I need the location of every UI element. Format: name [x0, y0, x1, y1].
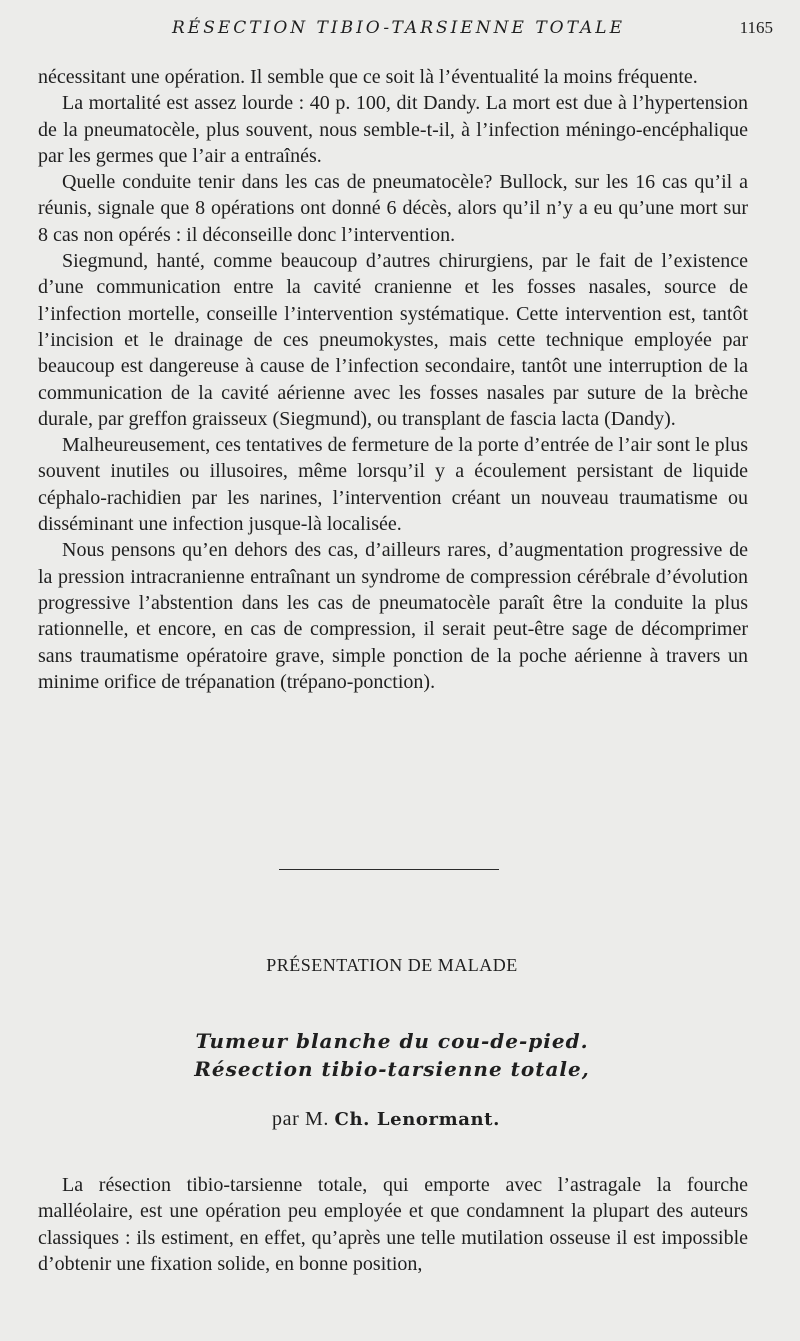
page-number: 1165	[739, 18, 773, 37]
running-title: RÉSECTION TIBIO-TARSIENNE TOTALE	[172, 18, 625, 38]
paragraph-siegmund: Siegmund, hanté, comme beaucoup d’autres chirurgiens, par le fait de l’existence d’une communication entre la cavité cranienne et les fosses nasales, source de l’infection mortelle, conseille l’intervention systématique. Cette intervention est, tantôt l’incision et le drainage de ces pneumokystes, mais cette technique employée par beaucoup est dangereuse à cause de l’infection secondaire, tantôt une interruption de la communication de la cavité aérienne avec les fosses nasales par suture de la brèche durale, par greffon graisseux (Siegmund), ou transplant de fascia lacta (Dandy).	[38, 250, 748, 430]
article-title-line-2: Résection tibio-tarsienne totale,	[194, 1057, 590, 1081]
article-intro	[38, 1172, 748, 1277]
paragraph-conclusion: Nous pensons qu’en dehors des cas, d’ailleurs rares, d’augmentation progressive de la pression intracranienne entraînant un syndrome de compression cérébrale d’évolution progressive l’abstention dans les cas de pneumatocèle paraît être la conduite la plus rationnelle, et encore, en cas de compression, il serait peut-être sage de décomprimer sans traumatisme opératoire grave, simple ponction de la poche aérienne à travers un minime orifice de trépanation (trépano-ponction).	[38, 539, 748, 693]
paragraph-intro: La résection tibio-tarsienne totale, qui emporte avec l’astragale la fourche malléolaire, est une opération peu employée et que condamnent la plupart des auteurs classiques : ils estiment, en effet, qu’après une telle mutilation osseuse il est impossible d’obtenir une fixation solide, en bonne position,	[38, 1174, 748, 1275]
author-name: Ch. Lenormant.	[334, 1109, 500, 1130]
paragraph-bullock: Quelle conduite tenir dans les cas de pneumatocèle? Bullock, sur les 16 cas qu’il a réunis, signale que 8 opérations ont donné 6 décès, alors qu’il n’y a eu qu’une mort sur 8 cas non opérés : il déconseille donc l’intervention.	[38, 171, 748, 246]
author-prefix: par M.	[272, 1108, 329, 1130]
article-body	[38, 64, 748, 695]
paragraph-mortality: La mortalité est assez lourde : 40 p. 100, dit Dandy. La mort est due à l’hypertension de la pneumatocèle, plus souvent, nous semble-t-il, à l’infection méningo-encéphalique par les germes que l’air a entraînés.	[38, 92, 748, 167]
article-title	[0, 1027, 784, 1083]
running-header	[0, 18, 800, 48]
section-heading: PRÉSENTATION DE MALADE	[266, 955, 518, 975]
article-title-line-1: Tumeur blanche du cou-de-pied.	[195, 1029, 589, 1053]
paragraph-continuation: nécessitant une opération. Il semble que ce soit là l’éventualité la moins fréquente.	[38, 66, 698, 88]
section-divider	[279, 869, 499, 870]
author-line	[0, 1108, 772, 1131]
paragraph-malheureusement: Malheureusement, ces tentatives de fermeture de la porte d’entrée de l’air sont le plus souvent inutiles ou illusoires, même lorsqu’il y a écoulement persistant de liquide céphalo-rachidien par les narines, l’intervention créant un nouveau traumatisme ou disséminant une infection jusque-là localisée.	[38, 434, 748, 536]
